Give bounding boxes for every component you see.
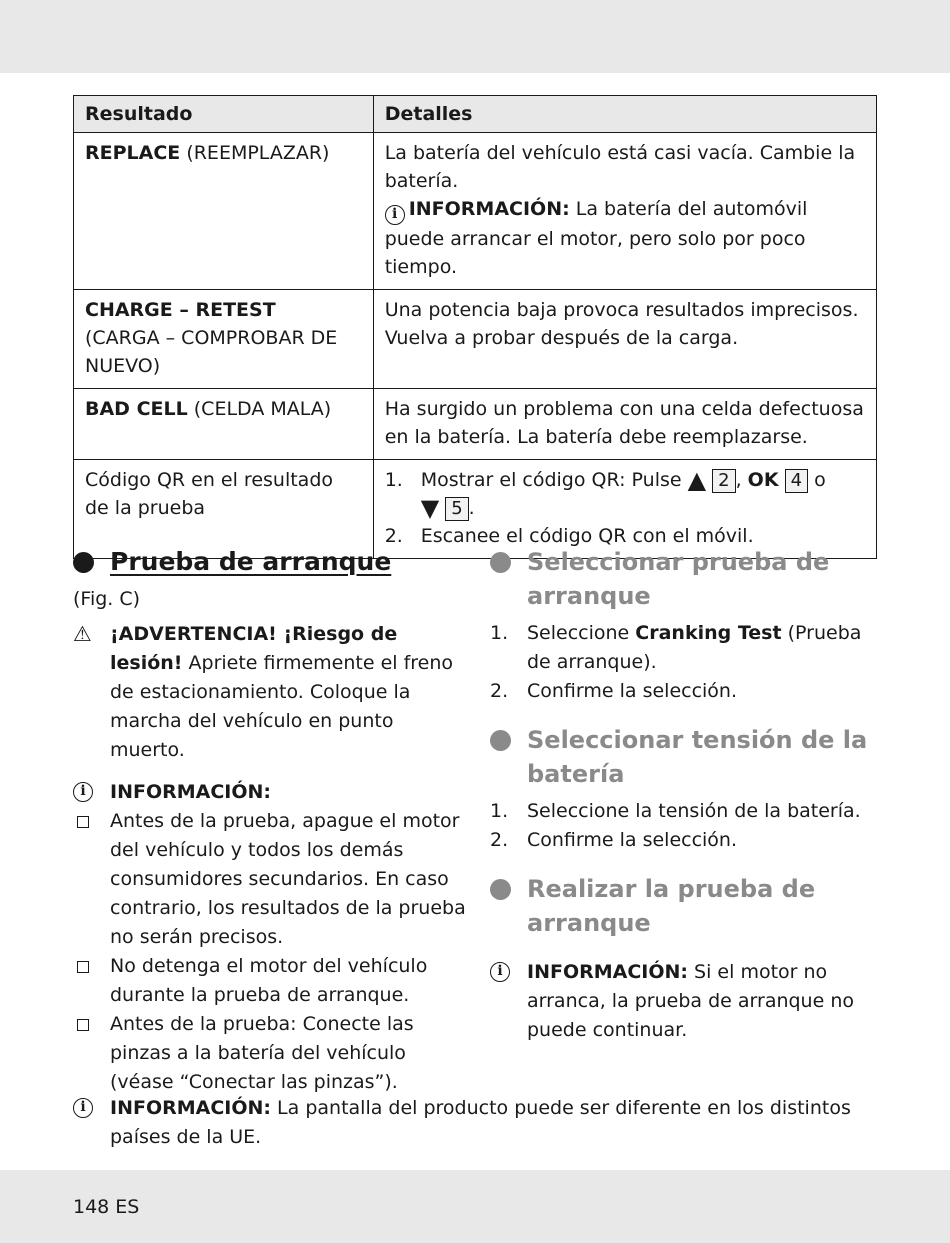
details-text: La batería del vehículo está casi vacía. Cambie la batería.	[384, 142, 856, 192]
section-heading	[490, 545, 870, 613]
right-column	[490, 545, 870, 1045]
details-cell: Ha surgido un problema con una celda defectuosa en la batería. La batería debe reemplazarse.	[373, 389, 876, 460]
down-triangle-icon: ▼	[420, 494, 440, 522]
bullet-dot-icon	[490, 879, 511, 900]
key-ref-box: 2	[712, 469, 735, 493]
details-cell	[373, 460, 876, 559]
section-heading	[490, 723, 870, 791]
info-text: Si el motor no arranca, la prueba de arranque no puede continuar.	[527, 961, 854, 1041]
bullet-dot-icon	[73, 552, 94, 573]
result-cell	[74, 389, 374, 460]
step-text: Confirme la selección.	[527, 829, 738, 851]
info-label: INFORMACIÓN:	[110, 1097, 272, 1119]
info-icon: i	[73, 782, 93, 802]
info-label: INFORMACIÓN:	[408, 198, 570, 220]
step-number: 1.	[384, 469, 403, 491]
checkbox-bullet-icon	[77, 961, 89, 973]
step-text: Confirme la selección.	[527, 680, 738, 702]
steps-list	[490, 619, 870, 706]
step-text: Seleccione	[527, 622, 636, 644]
key-ref-box: 4	[785, 469, 808, 493]
step-number: 1.	[490, 622, 509, 644]
result-code: REPLACE	[85, 142, 181, 164]
key-ref-box: 5	[445, 497, 468, 521]
bottom-info-note	[73, 1094, 853, 1152]
info-note	[385, 195, 866, 281]
result-translation: (CELDA MALA)	[187, 398, 332, 420]
steps-list	[490, 797, 870, 855]
result-cell	[74, 133, 374, 290]
table-row	[74, 290, 877, 389]
info-label: INFORMACIÓN:	[110, 781, 272, 803]
info-list	[73, 807, 468, 1097]
page-number: 148 ES	[73, 1196, 140, 1218]
list-item	[490, 797, 870, 826]
header-resultado: Resultado	[74, 96, 374, 133]
step-text: Mostrar el código QR: Pulse	[420, 469, 688, 491]
step-bold: Cranking Test	[635, 622, 782, 644]
qr-steps	[385, 466, 866, 550]
info-icon: i	[490, 962, 510, 982]
section-heading	[73, 545, 468, 579]
result-translation: (CARGA – COMPROBAR DE NUEVO)	[85, 327, 338, 377]
bullet-dot-icon	[490, 730, 511, 751]
table-header-row	[74, 96, 877, 133]
figure-ref: (Fig. C)	[73, 588, 141, 610]
step-number: 1.	[490, 800, 509, 822]
info-icon: i	[73, 1098, 93, 1118]
table-row	[74, 389, 877, 460]
list-item-text: No detenga el motor del vehículo durante la prueba de arranque.	[110, 955, 428, 1006]
section-heading	[490, 872, 870, 940]
step-text: Escanee el código QR con el móvil.	[420, 525, 754, 547]
warning-text: Apriete firmemente el freno de estacionamiento. Coloque la marcha del vehículo en punto muerto.	[110, 652, 454, 761]
bottom-band	[0, 1170, 950, 1243]
result-code: BAD CELL	[85, 398, 188, 420]
warning-label: ¡ADVERTENCIA! ¡Riesgo de lesión!	[110, 623, 398, 674]
info-note	[490, 958, 870, 1045]
header-detalles: Detalles	[373, 96, 876, 133]
list-item-text: Antes de la prueba, apague el motor del vehículo y todos los demás consumidores secundarios. En caso contrario, los resultados de la prueba no serán precisos.	[110, 810, 466, 948]
list-item	[490, 619, 870, 677]
list-item	[73, 807, 468, 952]
table-row	[74, 133, 877, 290]
heading-text: Realizar la prueba de arranque	[527, 875, 816, 937]
list-item	[73, 952, 468, 1010]
info-icon: i	[385, 205, 405, 225]
or-text: o	[808, 469, 826, 491]
result-code: CHARGE – RETEST	[85, 299, 276, 321]
bullet-dot-icon	[490, 552, 511, 573]
details-cell	[373, 133, 876, 290]
step-number: 2.	[490, 680, 509, 702]
info-text: La pantalla del producto puede ser diferente en los distintos países de la UE.	[110, 1097, 851, 1148]
warning-block	[73, 620, 468, 765]
checkbox-bullet-icon	[77, 1019, 89, 1031]
list-item	[73, 1010, 468, 1097]
info-text: La batería del automóvil puede arrancar el motor, pero solo por poco tiempo.	[384, 198, 808, 278]
list-item	[490, 826, 870, 855]
warning-triangle-icon: ⚠	[73, 622, 92, 646]
left-column	[73, 545, 468, 1097]
result-cell: Código QR en el resultado de la prueba	[74, 460, 374, 559]
result-translation: (REEMPLAZAR)	[180, 142, 330, 164]
details-cell: Una potencia baja provoca resultados imprecisos. Vuelva a probar después de la carga.	[373, 290, 876, 389]
info-heading	[73, 778, 468, 807]
result-cell	[74, 290, 374, 389]
ok-label: OK	[747, 469, 779, 491]
list-item: 1. Mostrar el código QR: Pulse ▲ 2 , OK 4 o ▼ 5 .	[384, 466, 826, 522]
step-text: (Prueba de arranque).	[527, 622, 862, 673]
table-row	[74, 460, 877, 559]
info-label: INFORMACIÓN:	[527, 961, 689, 983]
up-triangle-icon: ▲	[687, 466, 707, 494]
top-band	[0, 0, 950, 73]
heading-text: Seleccionar tensión de la batería	[527, 726, 868, 788]
checkbox-bullet-icon	[77, 816, 89, 828]
step-text: Seleccione la tensión de la batería.	[527, 800, 861, 822]
step-number: 2.	[384, 525, 403, 547]
list-item	[490, 677, 870, 706]
heading-text: Seleccionar prueba de arranque	[527, 548, 830, 610]
step-number: 2.	[490, 829, 509, 851]
list-item-text: Antes de la prueba: Conecte las pinzas a la batería del vehículo (véase “Conectar las pinzas”).	[110, 1013, 414, 1093]
results-table	[73, 95, 877, 559]
heading-text: Prueba de arranque	[110, 547, 392, 576]
